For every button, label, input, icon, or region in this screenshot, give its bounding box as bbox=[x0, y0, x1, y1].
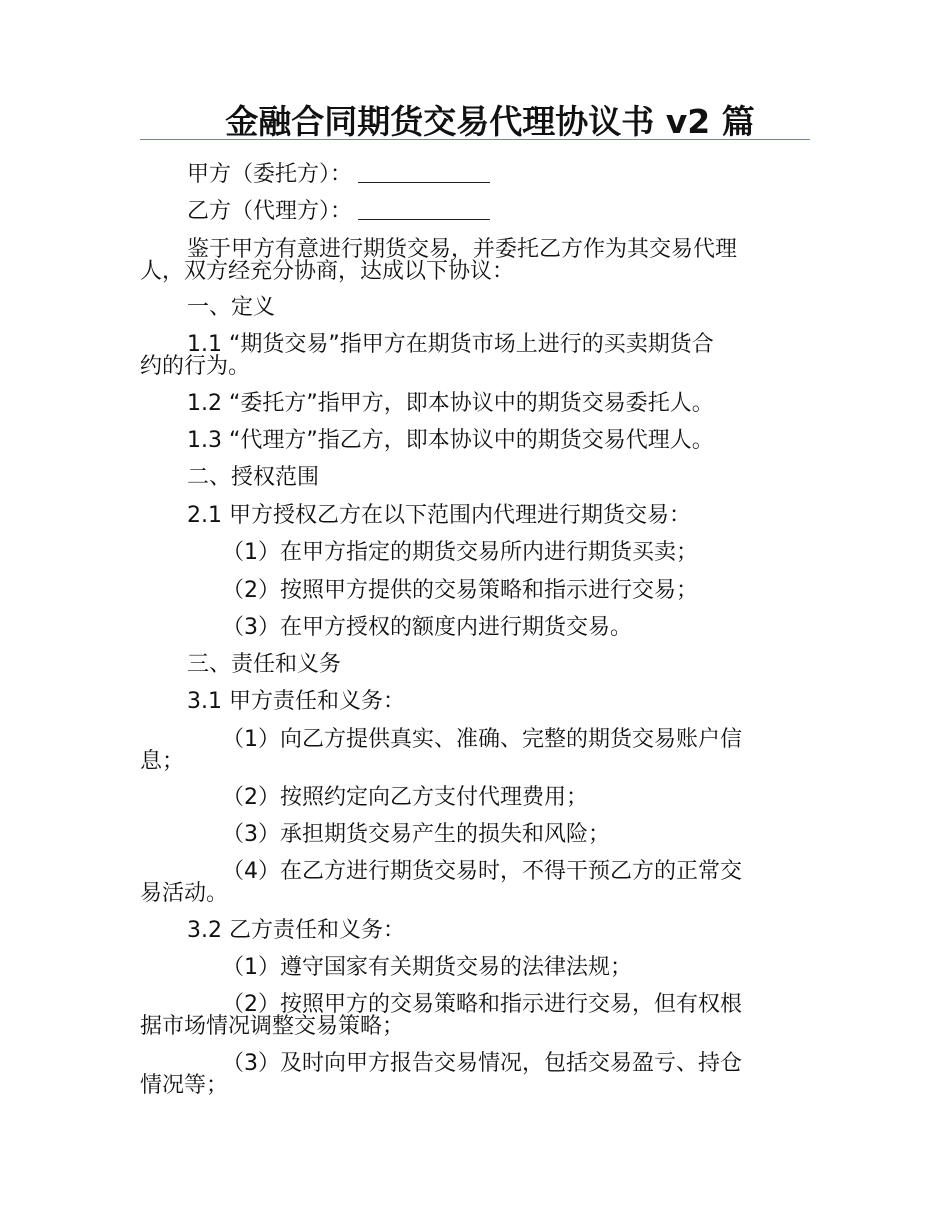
party-a-line bbox=[140, 162, 847, 188]
clause-3-2-item-2-line-1: （2）按照甲方的交易策略和指示进行交易，但有权根 bbox=[222, 992, 742, 1017]
clause-3-1-item-3: （3）承担期货交易产生的损失和风险； bbox=[222, 822, 610, 847]
clause-2-1-item-1: （1）在甲方指定的期货交易所内进行期货买卖； bbox=[222, 540, 698, 565]
clause-1-3: 1.3 “代理方”指乙方，即本协议中的期货交易代理人。 bbox=[187, 428, 714, 453]
clause-3-1-item-4-line-2: 易活动。 bbox=[140, 881, 229, 906]
clause-3-1-item-1-line-1: （1）向乙方提供真实、准确、完整的期货交易账户信 bbox=[222, 727, 742, 752]
clause-1-2: 1.2 “委托方”指甲方，即本协议中的期货交易委托人。 bbox=[187, 391, 714, 416]
section-heading-3: 三、责任和义务 bbox=[187, 652, 342, 677]
clause-3-1: 3.1 甲方责任和义务： bbox=[187, 689, 405, 714]
section-heading-1: 一、定义 bbox=[187, 295, 276, 320]
party-b-blank bbox=[358, 199, 490, 220]
clause-3-2-item-2 bbox=[140, 992, 800, 1040]
clause-3-1-item-4 bbox=[140, 859, 800, 907]
clause-3-1-item-1-line-2: 息； bbox=[140, 749, 185, 774]
party-b-line bbox=[140, 199, 847, 225]
clause-1-1 bbox=[140, 332, 800, 380]
clause-3-2: 3.2 乙方责任和义务： bbox=[187, 918, 405, 943]
clause-3-2-item-3-line-2: 情况等； bbox=[140, 1073, 229, 1098]
preamble-line-2: 人，双方经充分协商，达成以下协议： bbox=[140, 259, 515, 284]
clause-3-1-item-2: （2）按照约定向乙方支付代理费用； bbox=[222, 785, 588, 810]
preamble-line-1: 鉴于甲方有意进行期货交易，并委托乙方作为其交易代理 bbox=[187, 237, 738, 262]
clause-3-2-item-1: （1）遵守国家有关期货交易的法律法规； bbox=[222, 955, 632, 980]
preamble-paragraph bbox=[140, 237, 800, 285]
clause-2-1-item-2: （2）按照甲方提供的交易策略和指示进行交易； bbox=[222, 578, 698, 603]
title-underline bbox=[140, 139, 810, 140]
clause-1-1-line-2: 约的行为。 bbox=[140, 354, 251, 379]
party-a-label: 甲方（委托方）： bbox=[187, 162, 353, 187]
clause-3-2-item-3-line-1: （3）及时向甲方报告交易情况，包括交易盈亏、持仓 bbox=[222, 1051, 742, 1076]
section-heading-2: 二、授权范围 bbox=[187, 465, 320, 490]
clause-3-1-item-4-line-1: （4）在乙方进行期货交易时，不得干预乙方的正常交 bbox=[222, 859, 742, 884]
clause-1-1-line-1: 1.1 “期货交易”指甲方在期货市场上进行的买卖期货合 bbox=[187, 332, 714, 357]
party-b-label: 乙方（代理方）： bbox=[187, 199, 353, 224]
document-title: 金融合同期货交易代理协议书 v2 篇 bbox=[225, 102, 755, 141]
party-a-blank bbox=[358, 162, 490, 183]
clause-2-1: 2.1 甲方授权乙方在以下范围内代理进行期货交易： bbox=[187, 503, 691, 528]
clause-3-2-item-2-line-2: 据市场情况调整交易策略； bbox=[140, 1014, 405, 1039]
clause-3-1-item-1 bbox=[140, 727, 800, 775]
clause-2-1-item-3: （3）在甲方授权的额度内进行期货交易。 bbox=[222, 615, 632, 640]
clause-3-2-item-3 bbox=[140, 1051, 800, 1099]
